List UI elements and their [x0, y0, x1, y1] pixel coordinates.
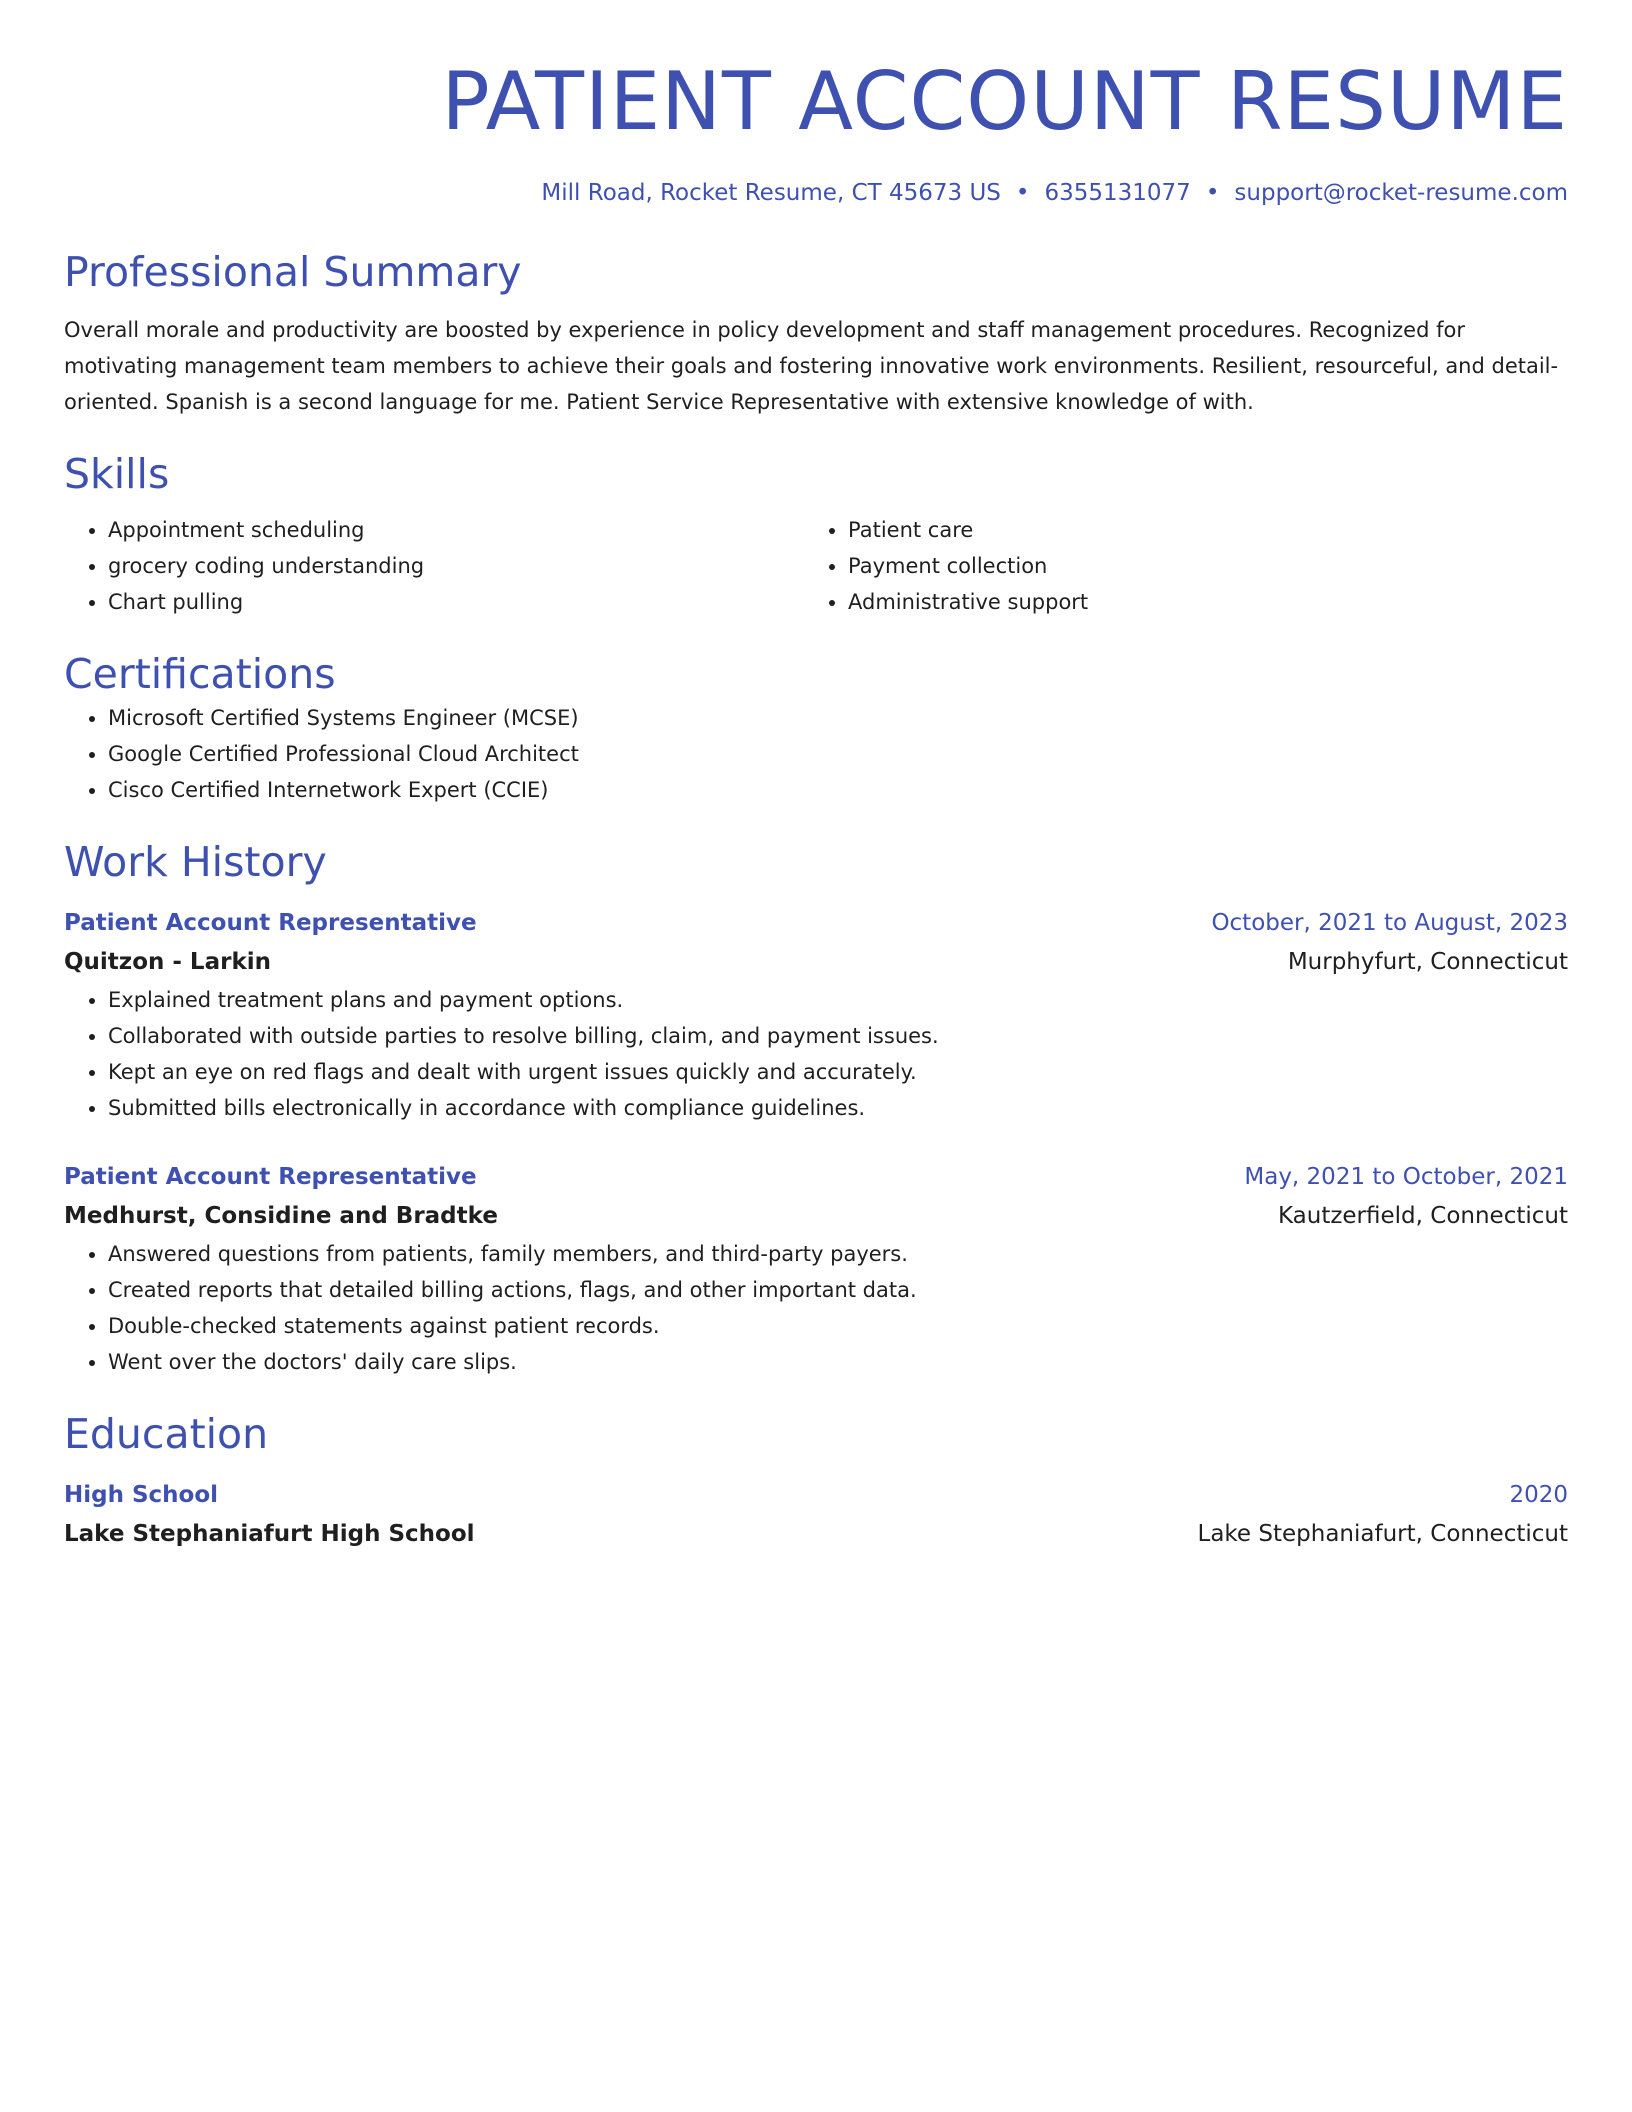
- certification-item: • Google Certified Professional Cloud Architect: [108, 736, 1568, 772]
- job-dates: May, 2021 to October, 2021: [1244, 1164, 1568, 1190]
- job-entry: [64, 904, 1568, 1126]
- job-bullet: • Kept an eye on red flags and dealt with urgent issues quickly and accurately.: [108, 1054, 1568, 1090]
- job-bullet: • Double-checked statements against patient records.: [108, 1308, 1568, 1344]
- job-bullet: • Explained treatment plans and payment options.: [108, 982, 1568, 1018]
- skills-grid: [64, 512, 1568, 620]
- skill-item: • Administrative support: [848, 584, 1544, 620]
- certifications-heading: Certifications: [64, 650, 336, 698]
- job-bullets: [64, 1236, 1568, 1380]
- skill-item: • Patient care: [848, 512, 1544, 548]
- job-location: Kautzerfield, Connecticut: [1277, 1203, 1568, 1229]
- resume-name: PATIENT ACCOUNT RESUME: [441, 55, 1568, 148]
- job-company: Quitzon - Larkin: [64, 949, 271, 975]
- certification-item: • Cisco Certified Internetwork Expert (CCIE): [108, 772, 1568, 808]
- contact-separator: •: [1205, 180, 1220, 206]
- contact-phone: 6355131077: [1044, 180, 1191, 206]
- education-heading: Education: [64, 1410, 269, 1458]
- job-location: Murphyfurt, Connecticut: [1287, 949, 1568, 975]
- summary-heading: Professional Summary: [64, 248, 522, 296]
- certifications-list: [64, 700, 1568, 808]
- job-bullet: • Created reports that detailed billing actions, flags, and other important data.: [108, 1272, 1568, 1308]
- certification-item: • Microsoft Certified Systems Engineer (MCSE): [108, 700, 1568, 736]
- resume-header: [64, 48, 1568, 210]
- contact-separator: •: [1015, 180, 1030, 206]
- contact-address: Mill Road, Rocket Resume, CT 45673 US: [541, 180, 1001, 206]
- education-school: Lake Stephaniafurt High School: [64, 1521, 475, 1547]
- work-history-heading: Work History: [64, 838, 327, 886]
- skill-item: • grocery coding understanding: [108, 548, 804, 584]
- job-title: Patient Account Representative: [64, 1164, 477, 1190]
- skill-item: • Payment collection: [848, 548, 1544, 584]
- skills-column-left: [64, 512, 804, 620]
- job-bullet: • Went over the doctors' daily care slips.: [108, 1344, 1568, 1380]
- education-degree: High School: [64, 1482, 219, 1508]
- skills-heading: Skills: [64, 450, 170, 498]
- skills-column-right: [804, 512, 1544, 620]
- contact-line: [64, 176, 1568, 210]
- job-company: Medhurst, Considine and Bradtke: [64, 1203, 498, 1229]
- education-year: 2020: [1509, 1482, 1568, 1508]
- job-entry: [64, 1158, 1568, 1380]
- job-bullets: [64, 982, 1568, 1126]
- contact-email[interactable]: support@rocket-resume.com: [1234, 180, 1568, 206]
- job-title: Patient Account Representative: [64, 910, 477, 936]
- job-bullet: • Submitted bills electronically in accordance with compliance guidelines.: [108, 1090, 1568, 1126]
- skill-item: • Appointment scheduling: [108, 512, 804, 548]
- education-location: Lake Stephaniafurt, Connecticut: [1197, 1521, 1568, 1547]
- job-dates: October, 2021 to August, 2023: [1211, 910, 1568, 936]
- skill-item: • Chart pulling: [108, 584, 804, 620]
- summary-text: Overall morale and productivity are boosted by experience in policy development and staff management procedures. Recognized for motivating management team members to achieve their goals and fostering innovative work environments. Resilient, resourceful, and detail-oriented. Spanish is a second language for me. Patient Service Representative with extensive knowledge of with.: [64, 318, 1559, 414]
- education-entry: [64, 1476, 1568, 1554]
- job-bullet: • Answered questions from patients, family members, and third-party payers.: [108, 1236, 1568, 1272]
- job-bullet: • Collaborated with outside parties to resolve billing, claim, and payment issues.: [108, 1018, 1568, 1054]
